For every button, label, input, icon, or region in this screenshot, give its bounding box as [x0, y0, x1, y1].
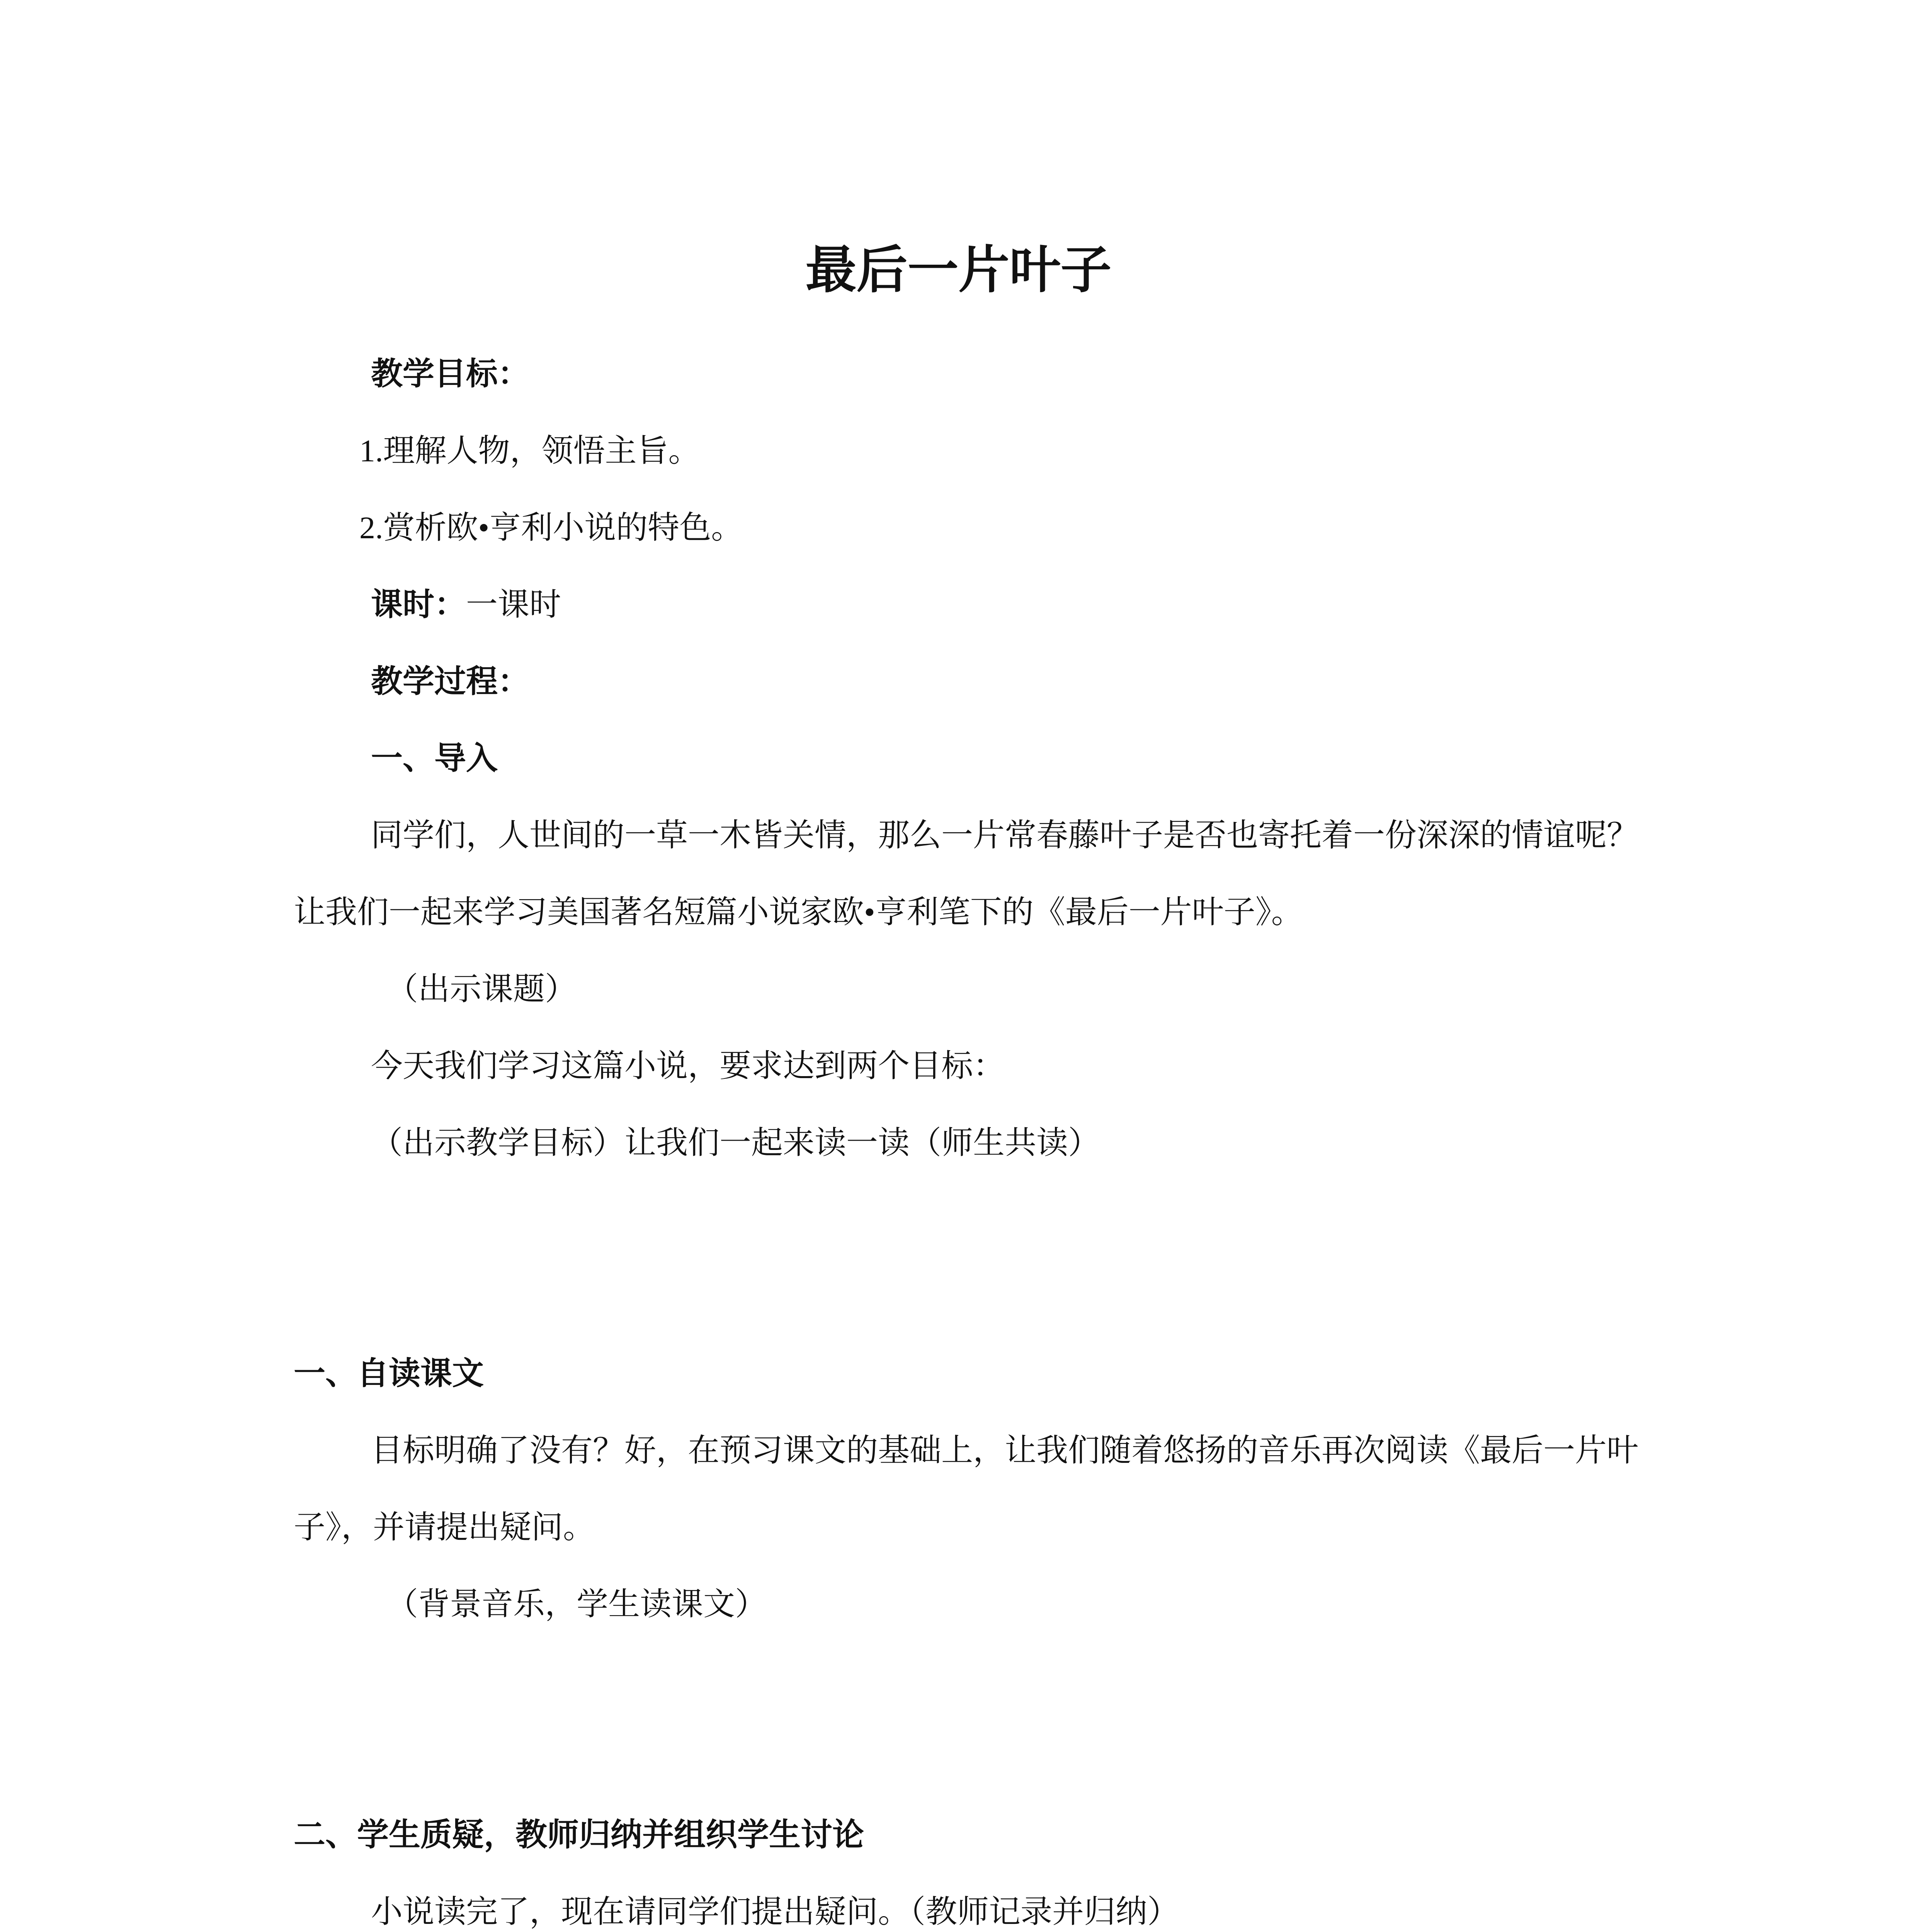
objectives-label: 教学目标：: [371, 356, 530, 391]
section-heading-intro: 一、导入: [371, 741, 498, 776]
intro-line: （出示课题）: [386, 971, 577, 1007]
reading-paragraph: 目标明确了没有？好，在预习课文的基础上，让我们随着悠扬的音乐再次阅读《最后一片叶子》，并请提出疑问。: [294, 1433, 1639, 1545]
section-spacer: [294, 1181, 1638, 1335]
intro-paragraph: 同学们，人世间的一草一木皆关情，那么一片常春藤叶子是否也寄托着一份深深的情谊呢？让我们一起来学习美国著名短篇小说家欧•亨利笔下的《最后一片叶子》。: [294, 818, 1639, 930]
class-period-line: [294, 566, 1638, 643]
class-period-value: 一课时: [466, 587, 561, 622]
section-heading-discussion: 二、学生质疑，教师归纳并组织学生讨论: [294, 1817, 864, 1852]
section-spacer: [294, 1643, 1638, 1796]
intro-line: （出示教学目标）让我们一起来读一读（师生共读）: [371, 1125, 1100, 1160]
document-title: 最后一片叶子: [805, 242, 1112, 299]
document-body: [294, 335, 1638, 1932]
process-label: 教学过程：: [371, 664, 530, 699]
discussion-paragraph: 小说读完了，现在请同学们提出疑问。（教师记录并归纳）: [371, 1894, 1179, 1929]
reading-note: （背景音乐，学生读课文）: [386, 1587, 767, 1622]
intro-line: 今天我们学习这篇小说，要求达到两个目标：: [371, 1048, 1005, 1083]
class-period-label: 课时：: [371, 587, 466, 622]
objective-item: 1.理解人物，领悟主旨。: [359, 433, 700, 468]
section-heading-reading: 一、自读课文: [294, 1356, 484, 1391]
objective-item: 2.赏析欧•亨利小说的特色。: [359, 510, 743, 545]
